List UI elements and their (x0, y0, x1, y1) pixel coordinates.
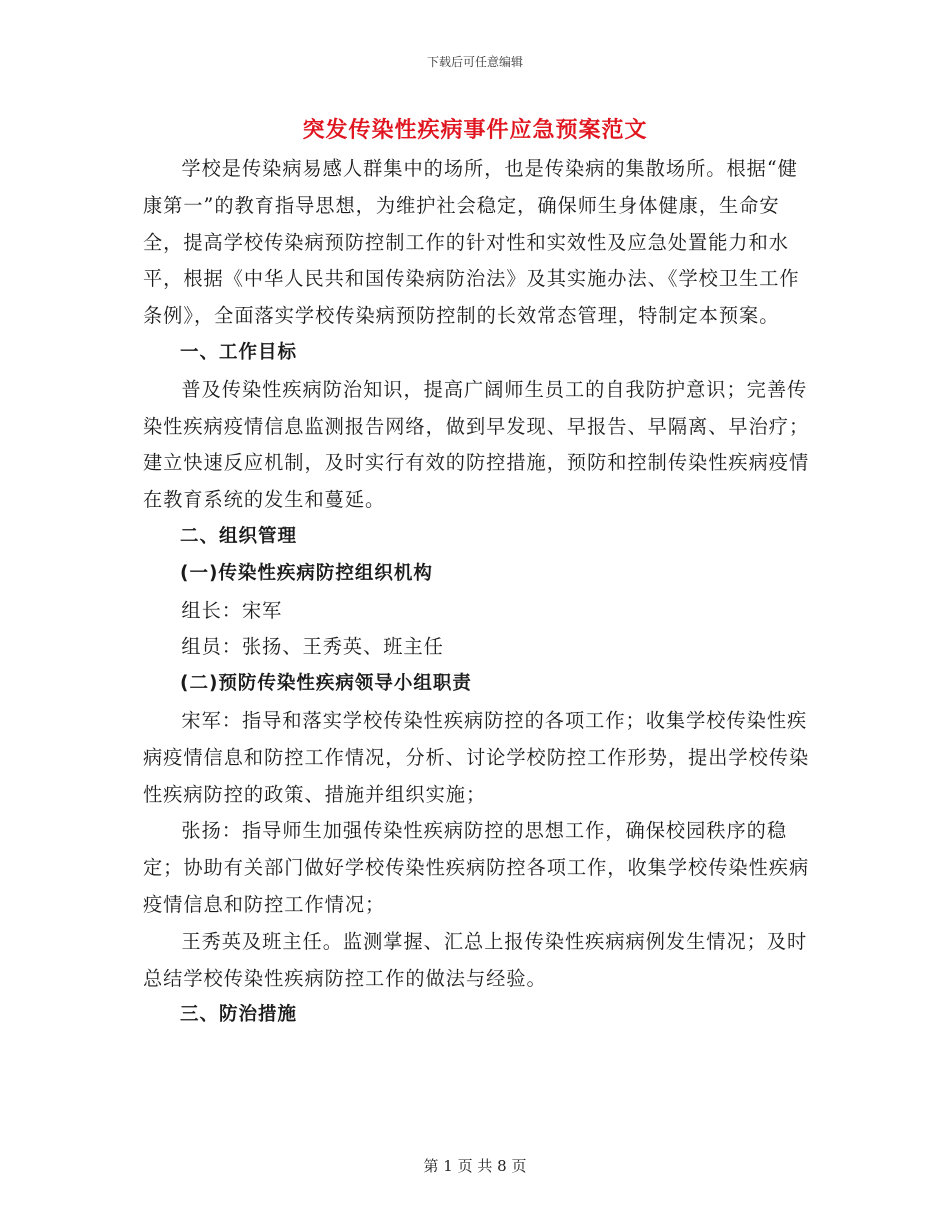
goals-paragraph: 普及传染性疾病防治知识，提高广阔师生员工的自我防护意识；完善传染性疾病疫情信息监测报告网络，做到早发现、早报告、早隔离、早治疗；建立快速反应机制，及时实行有效的防控措施，预防和控制传染性疾病疫情在教育系统的发生和蔓延。 (143, 377, 810, 512)
intro-paragraph: 学校是传染病易感人群集中的场所，也是传染病的集散场所。根据“健康第一”的教育指导思想，为维护社会稳定，确保师生身体健康，生命安全，提高学校传染病预防控制工作的针对性和实效性及应急处置能力和水平，根据《中华人民共和国传染病防治法》及其实施办法、《学校卫生工作条例》，全面落实学校传染病预防控制的长效常态管理，特制定本预案。 (143, 157, 800, 328)
members-line: 组员：张扬、王秀英、班主任 (181, 635, 444, 659)
document-title: 突发传染性疾病事件应急预案范文 (302, 118, 648, 143)
duty-paragraph-2: 张扬：指导师生加强传染性疾病防控的思想工作，确保校园秩序的稳定；协助有关部门做好学校传染性疾病防控各项工作，收集学校传染性疾病疫情信息和防控工作情况； (143, 819, 810, 916)
section-heading-organization: 二、组织管理 (180, 525, 298, 547)
subsection-heading-structure: (一)传染性疾病防控组织机构 (180, 562, 433, 584)
section-heading-goals: 一、工作目标 (180, 341, 298, 363)
leader-line: 组长：宋军 (181, 598, 283, 622)
section-heading-measures: 三、防治措施 (180, 1004, 298, 1026)
subsection-heading-duties: (二)预防传染性疾病领导小组职责 (180, 673, 472, 695)
page-footer-number: 第 1 页 共 8 页 (423, 1157, 527, 1175)
duty-paragraph-3: 王秀英及班主任。监测掌握、汇总上报传染性疾病病例发生情况；及时总结学校传染性疾病防控工作的做法与经验。 (143, 929, 808, 990)
duty-paragraph-1: 宋军：指导和落实学校传染性疾病防控的各项工作；收集学校传染性疾病疫情信息和防控工作情况，分析、讨论学校防控工作形势，提出学校传染性疾病防控的政策、措施并组织实施； (143, 708, 810, 806)
page-header-note: 下载后可任意编辑 (426, 55, 523, 69)
document-body (143, 151, 811, 1034)
